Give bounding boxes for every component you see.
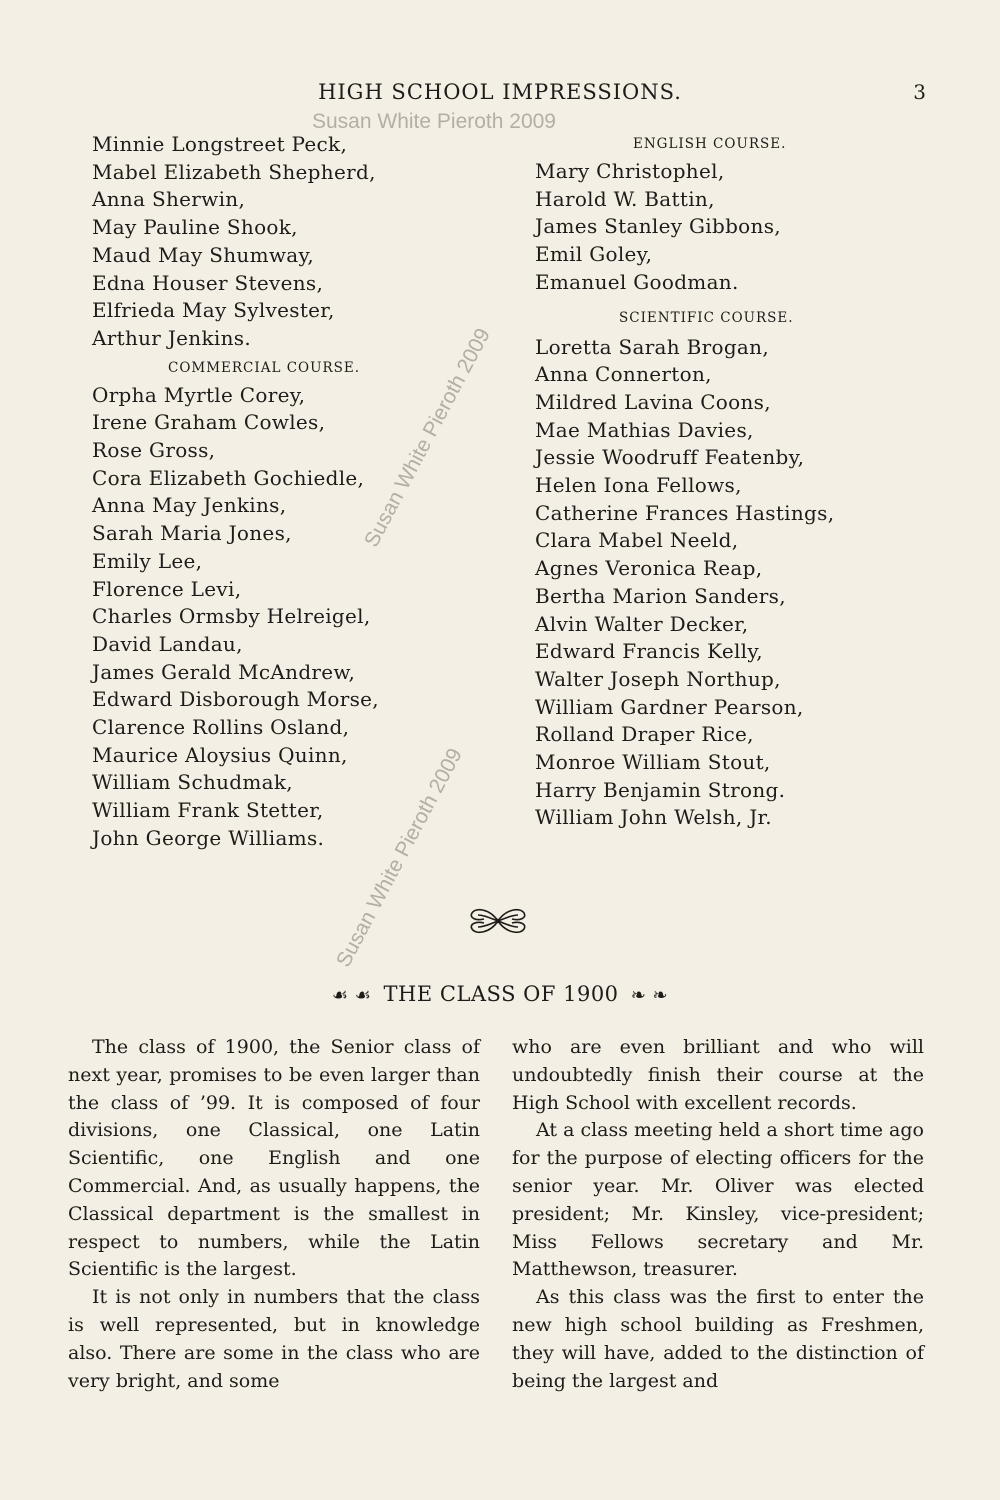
list-item: Irene Graham Cowles,	[92, 410, 326, 435]
list-item: Rolland Draper Rice,	[535, 722, 754, 747]
list-item: Emil Goley,	[535, 242, 653, 267]
list-item: Anna Connerton,	[535, 362, 712, 387]
list-item: James Stanley Gibbons,	[535, 214, 781, 239]
list-item: Agnes Veronica Reap,	[535, 556, 763, 581]
list-item: Harold W. Battin,	[535, 186, 715, 211]
english-course-list	[535, 158, 935, 297]
clover-icon: ❧ ❧	[630, 985, 669, 1006]
list-item: Jessie Woodruff Featenby,	[535, 445, 805, 470]
list-item: Florence Levi,	[92, 576, 242, 601]
list-item: Catherine Frances Hastings,	[535, 500, 835, 525]
list-item: William John Welsh, Jr.	[535, 805, 772, 830]
article-title	[0, 982, 1000, 1006]
paragraph: It is not only in numbers that the class is well represented, but in knowledge also. There are some in the class who are very bright, and some	[68, 1286, 480, 1392]
list-item: Elfrieda May Sylvester,	[92, 298, 335, 323]
left-name-column	[92, 131, 472, 853]
running-title: HIGH SCHOOL IMPRESSIONS.	[318, 80, 682, 104]
list-item: Emanuel Goodman.	[535, 269, 739, 294]
commercial-course-heading: COMMERCIAL COURSE.	[168, 359, 361, 376]
page-number: 3	[913, 80, 926, 104]
right-name-column	[535, 131, 935, 832]
list-item: Mae Mathias Davies,	[535, 417, 754, 442]
list-item: Maud May Shumway,	[92, 242, 315, 267]
list-item: May Pauline Shook,	[92, 215, 298, 240]
watermark-diagonal-upper: Susan White Pieroth 2009	[360, 324, 495, 551]
list-item: Loretta Sarah Brogan,	[535, 334, 769, 359]
paragraph: The class of 1900, the Senior class of next year, promises to be even larger than the class of ’99. It is composed of four divisions, one Classical, one Latin Scientific, one English and one Commercial. And, as usually happens, the Classical department is the smallest in respect to numbers, while the Latin Scientific is the largest.	[68, 1036, 480, 1281]
article-title-text: THE CLASS OF 1900	[383, 982, 619, 1006]
paragraph: who are even brilliant and who will undoubtedly finish their course at the High School with excellent records.	[512, 1036, 924, 1114]
english-course-heading: ENGLISH COURSE.	[633, 136, 787, 152]
list-item: David Landau,	[92, 631, 243, 656]
list-item: Arthur Jenkins.	[92, 325, 251, 350]
list-item: Emily Lee,	[92, 548, 203, 573]
paragraph: As this class was the first to enter the new high school building as Freshmen, they will have, added to the distinction of being the largest and	[512, 1286, 924, 1392]
list-item: Anna May Jenkins,	[92, 493, 287, 518]
fleuron-ornament-icon	[468, 903, 528, 939]
list-item: Anna Sherwin,	[92, 187, 246, 212]
list-item: Maurice Aloysius Quinn,	[92, 742, 348, 767]
list-item: James Gerald McAndrew,	[92, 659, 356, 684]
list-item: Edward Disborough Morse,	[92, 687, 379, 712]
article-column-left	[68, 1034, 480, 1395]
list-item: Charles Ormsby Helreigel,	[92, 604, 371, 629]
list-item: William Gardner Pearson,	[535, 694, 804, 719]
list-item: Clarence Rollins Osland,	[92, 715, 350, 740]
list-item: Mabel Elizabeth Shepherd,	[92, 159, 376, 184]
list-item: Harry Benjamin Strong.	[535, 777, 786, 802]
list-item: John George Williams.	[92, 825, 325, 850]
list-item: Minnie Longstreet Peck,	[92, 132, 348, 156]
list-item: Sarah Maria Jones,	[92, 521, 292, 546]
list-item: Monroe William Stout,	[535, 750, 771, 775]
name-list-continued	[92, 131, 472, 353]
list-item: Mary Christophel,	[535, 159, 725, 183]
list-item: Clara Mabel Neeld,	[535, 528, 739, 553]
list-item: Rose Gross,	[92, 438, 216, 463]
list-item: Edna Houser Stevens,	[92, 270, 324, 295]
list-item: Walter Joseph Northup,	[535, 666, 781, 691]
article-column-right	[512, 1034, 924, 1395]
list-item: Orpha Myrtle Corey,	[92, 382, 306, 407]
list-item: Alvin Walter Decker,	[535, 611, 749, 636]
watermark-top: Susan White Pieroth 2009	[312, 110, 556, 133]
scientific-course-list	[535, 334, 935, 833]
watermark-diagonal-lower: Susan White Pieroth 2009	[332, 744, 467, 971]
list-item: Cora Elizabeth Gochiedle,	[92, 465, 365, 490]
list-item: Helen Iona Fellows,	[535, 473, 742, 498]
list-item: William Schudmak,	[92, 770, 293, 795]
paragraph: At a class meeting held a short time ago for the purpose of electing officers for the senior year. Mr. Oliver was elected president; Mr. Kinsley, vice-president; Miss Fellows secretary and Mr. Matthewson, treasurer.	[512, 1119, 924, 1281]
list-item: Bertha Marion Sanders,	[535, 583, 786, 608]
commercial-course-list	[92, 382, 472, 853]
list-item: Mildred Lavina Coons,	[535, 389, 771, 414]
scientific-course-heading: SCIENTIFIC COURSE.	[619, 309, 794, 326]
clover-icon: ☙ ☙	[331, 985, 372, 1006]
list-item: Edward Francis Kelly,	[535, 639, 763, 664]
list-item: William Frank Stetter,	[92, 798, 324, 823]
